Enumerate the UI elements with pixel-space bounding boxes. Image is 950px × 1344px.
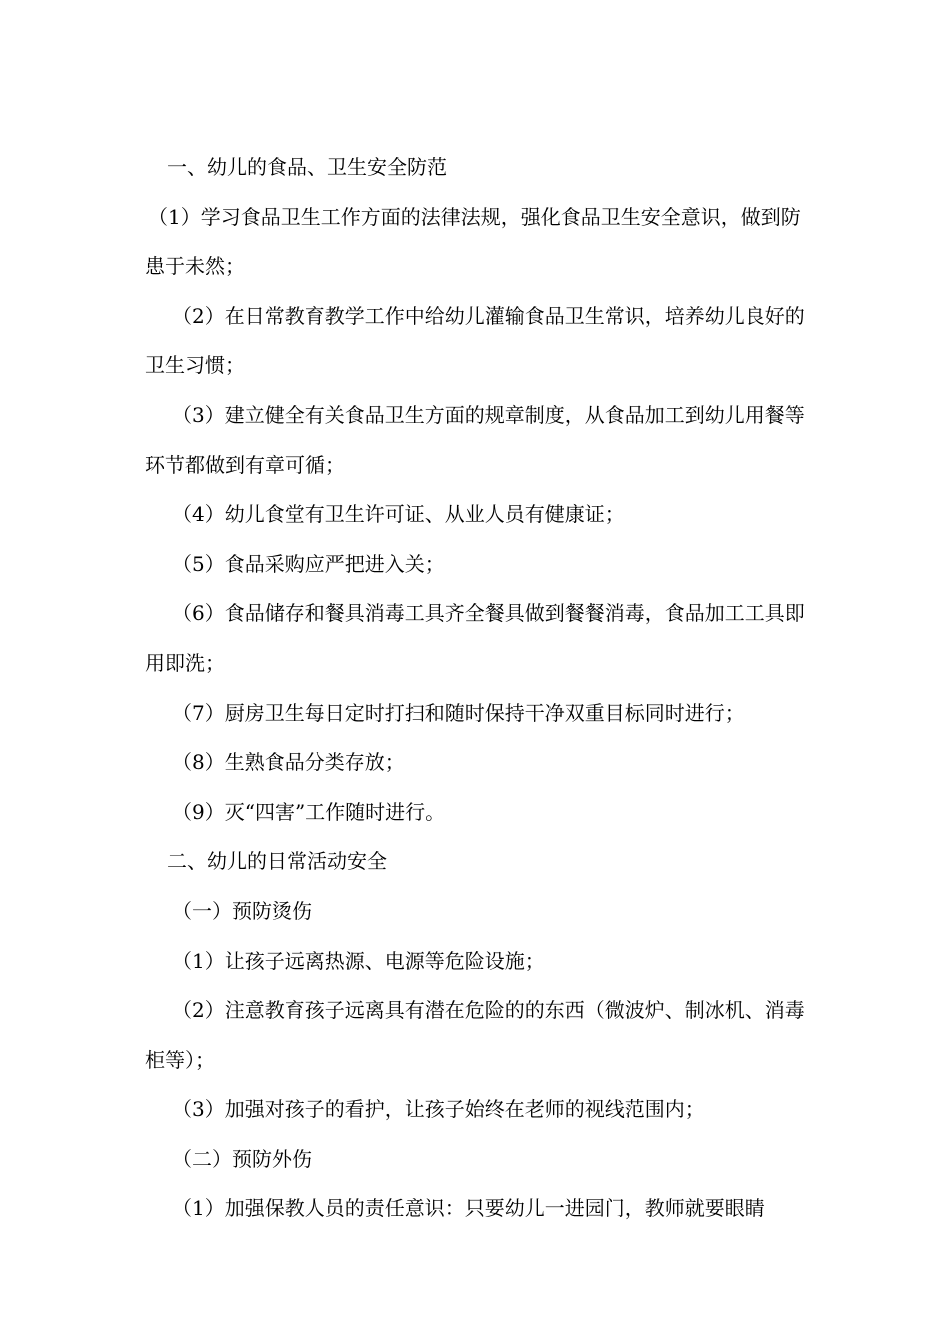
section-heading-daily-activity: 二、幼儿的日常活动安全 [167, 849, 387, 874]
paragraph-item: （1）学习食品卫生工作方面的法律法规，强化食品卫生安全意识，做到防患于未然； [145, 204, 801, 279]
paragraph-item: （7）厨房卫生每日定时打扫和随时保持干净双重目标同时进行； [172, 700, 745, 725]
subsection-heading-burns: （一）预防烫伤 [172, 898, 312, 923]
paragraph-item: （3）加强对孩子的看护，让孩子始终在老师的视线范围内； [172, 1097, 705, 1122]
paragraph-item: （3）建立健全有关食品卫生方面的规章制度，从食品加工到幼儿用餐等环节都做到有章可循； [145, 402, 805, 477]
paragraph-item: （6）食品储存和餐具消毒工具齐全餐具做到餐餐消毒，食品加工工具即用即洗； [145, 601, 805, 675]
document-body [145, 143, 805, 1234]
paragraph-item: （8）生熟食品分类存放； [172, 750, 405, 775]
section-heading-food-safety: 一、幼儿的食品、卫生安全防范 [167, 155, 447, 179]
paragraph-item: （2）在日常教育教学工作中给幼儿灌输食品卫生常识，培养幼儿良好的卫生习惯； [145, 303, 805, 378]
paragraph-item: （4）幼儿食堂有卫生许可证、从业人员有健康证； [172, 502, 625, 527]
paragraph-item: （1）让孩子远离热源、电源等危险设施； [172, 948, 545, 973]
paragraph-item: （5）食品采购应严把进入关； [172, 551, 445, 576]
subsection-heading-injuries: （二）预防外伤 [172, 1146, 312, 1171]
paragraph-item: （1）加强保教人员的责任意识：只要幼儿一进园门，教师就要眼睛 [172, 1196, 765, 1221]
paragraph-item: （9）灭“四害”工作随时进行。 [172, 799, 446, 824]
paragraph-item: （2）注意教育孩子远离具有潜在危险的的东西（微波炉、制冰机、消毒柜等）； [145, 998, 805, 1072]
